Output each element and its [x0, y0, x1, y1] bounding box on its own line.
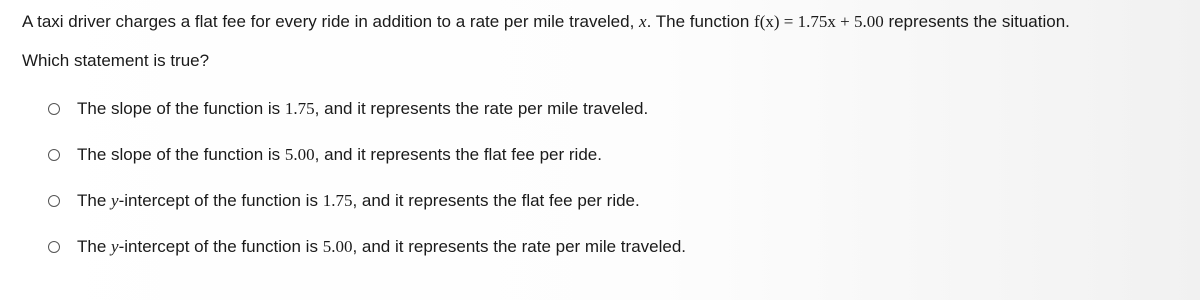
answer-option-c[interactable] — [48, 189, 686, 213]
stem-text-mid: . The function — [646, 12, 750, 31]
answer-option-label: The slope of the function is 5.00, and it represents the flat fee per ride. — [77, 145, 602, 164]
radio-button-icon[interactable] — [48, 195, 60, 207]
stem-variable: x — [639, 12, 647, 31]
answer-option-b[interactable] — [48, 143, 686, 167]
radio-button-icon[interactable] — [48, 103, 60, 115]
answer-option-label: The y-intercept of the function is 1.75, and it represents the flat fee per ride. — [77, 191, 640, 210]
question-stem — [22, 10, 1192, 34]
stem-text-suffix: represents the situation. — [888, 12, 1070, 31]
answer-option-label: The slope of the function is 1.75, and it represents the rate per mile traveled. — [77, 99, 649, 118]
radio-button-icon[interactable] — [48, 241, 60, 253]
question-prompt: Which statement is true? — [22, 51, 210, 70]
answer-option-a[interactable] — [48, 97, 686, 121]
answer-options — [48, 97, 686, 281]
radio-button-icon[interactable] — [48, 149, 60, 161]
answer-option-label: The y-intercept of the function is 5.00, and it represents the rate per mile traveled. — [77, 237, 687, 256]
stem-text-prefix: A taxi driver charges a flat fee for every ride in addition to a rate per mile traveled, — [22, 12, 635, 31]
answer-option-d[interactable] — [48, 235, 686, 259]
stem-function: f(x) = 1.75x + 5.00 — [754, 12, 884, 31]
